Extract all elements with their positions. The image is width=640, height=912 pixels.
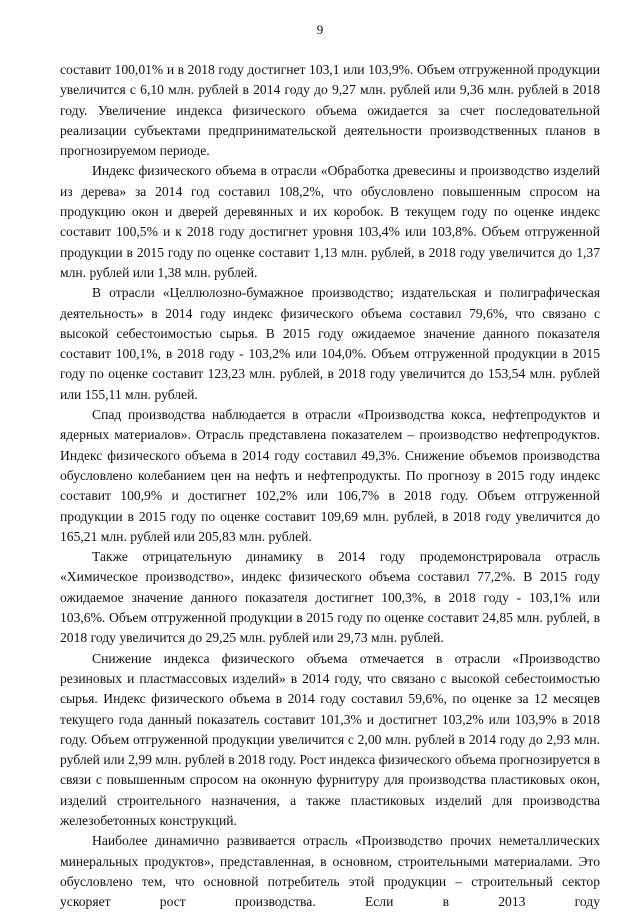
paragraph-chemical-production: Также отрицательную динамику в 2014 году продемонстрировала отрасль «Химическое производство», индекс физического объема составил 77,2%. В 2015 году ожидаемое значение данного показателя достигнет 100,3%, в 2018 году - 103,1% или 103,6%. Объем отгруженной продукции в 2015 году по оценке составит 24,85 млн. рублей, в 2018 году увеличится до 29,25 млн. рублей или 29,73 млн. рублей. — [60, 549, 600, 646]
paragraph-coke-petroleum: Спад производства наблюдается в отрасли «Производства кокса, нефтепродуктов и ядерных материалов». Отрасль представлена показателем – производство нефтепродуктов. Индекс физического объема в 2014 году составил 49,3%. Снижение объемов производства обусловлено колебанием цен на нефть и нефтепродукты. По прогнозу в 2015 году индекс составит 100,9% и достигнет 102,2% или 106,7% в 2018 году. Объем отгруженной продукции в 2015 году по оценке составит 109,69 млн. рублей, в 2018 году увеличится до 165,21 млн. рублей или 205,83 млн. рублей. — [60, 407, 600, 544]
paragraph-wood-processing: Индекс физического объема в отрасли «Обработка древесины и производство изделий из дерева» за 2014 год составил 108,2%, что обусловлено повышенным спросом на продукцию окон и дверей деревянных и их коробок. В текущем году по оценке индекс составит 100,5% и к 2018 году достигнет уровня 103,4% или 103,8%. Объем отгруженной продукции в 2015 году по оценке составит 1,13 млн. рублей, в 2018 году увеличится до 1,37 млн. рублей или 1,38 млн. рублей. — [60, 163, 600, 280]
paragraph-pulp-paper: В отрасли «Целлюлозно-бумажное производство; издательская и полиграфическая деятельность» в 2014 году индекс физического объема составил 79,6%, что связано с высокой себестоимостью сырья. В 2015 году ожидаемое значение данного показателя составит 100,1%, в 2018 году - 103,2% или 104,0%. Объем отгруженной продукции в 2015 году по оценке составит 123,23 млн. рублей, в 2018 году увеличится до 153,54 млн. рублей или 155,11 млн. рублей. — [60, 285, 600, 402]
paragraph-rubber-plastic: Снижение индекса физического объема отмечается в отрасли «Производство резиновых и пластмассовых изделий» в 2014 году, что связано с высокой себестоимостью сырья. Индекс физического объема в 2014 году составил 59,6%, по оценке за 12 месяцев текущего года данный показатель составит 101,3% и достигнет 103,2% или 103,9% в 2018 году. Объем отгруженной продукции увеличится с 2,00 млн. рублей в 2014 году до 2,93 млн. рублей или 2,99 млн. рублей в 2018 году. Рост индекса физического объема прогнозируется в связи с повышенным спросом на оконную фурнитуру для производства пластиковых окон, изделий строительного назначения, а также пластиковых изделий для производства железобетонных конструкций. — [60, 650, 600, 828]
paragraph-nonmetallic-minerals: Наиболее динамично развивается отрасль «Производство прочих неметаллических минеральных продуктов», представленная, в основном, строительными материалами. Это обусловлено тем, что основной потребитель этой продукции – строительный сектор ускоряет рост производства. Если в 2013 году — [60, 833, 600, 910]
page-number: 9 — [316, 22, 324, 37]
document-body — [60, 60, 600, 912]
paragraph-continuation: составит 100,01% и в 2018 году достигнет 103,1 или 103,9%. Объем отгруженной продукции увеличится с 6,10 млн. рублей в 2014 году до 9,27 млн. рублей или 9,36 млн. рублей в 2018 году. Увеличение индекса физического объема ожидается за счет последовательной реализации субъектами предпринимательской деятельности производственных планов в прогнозируемом периоде. — [60, 62, 600, 159]
